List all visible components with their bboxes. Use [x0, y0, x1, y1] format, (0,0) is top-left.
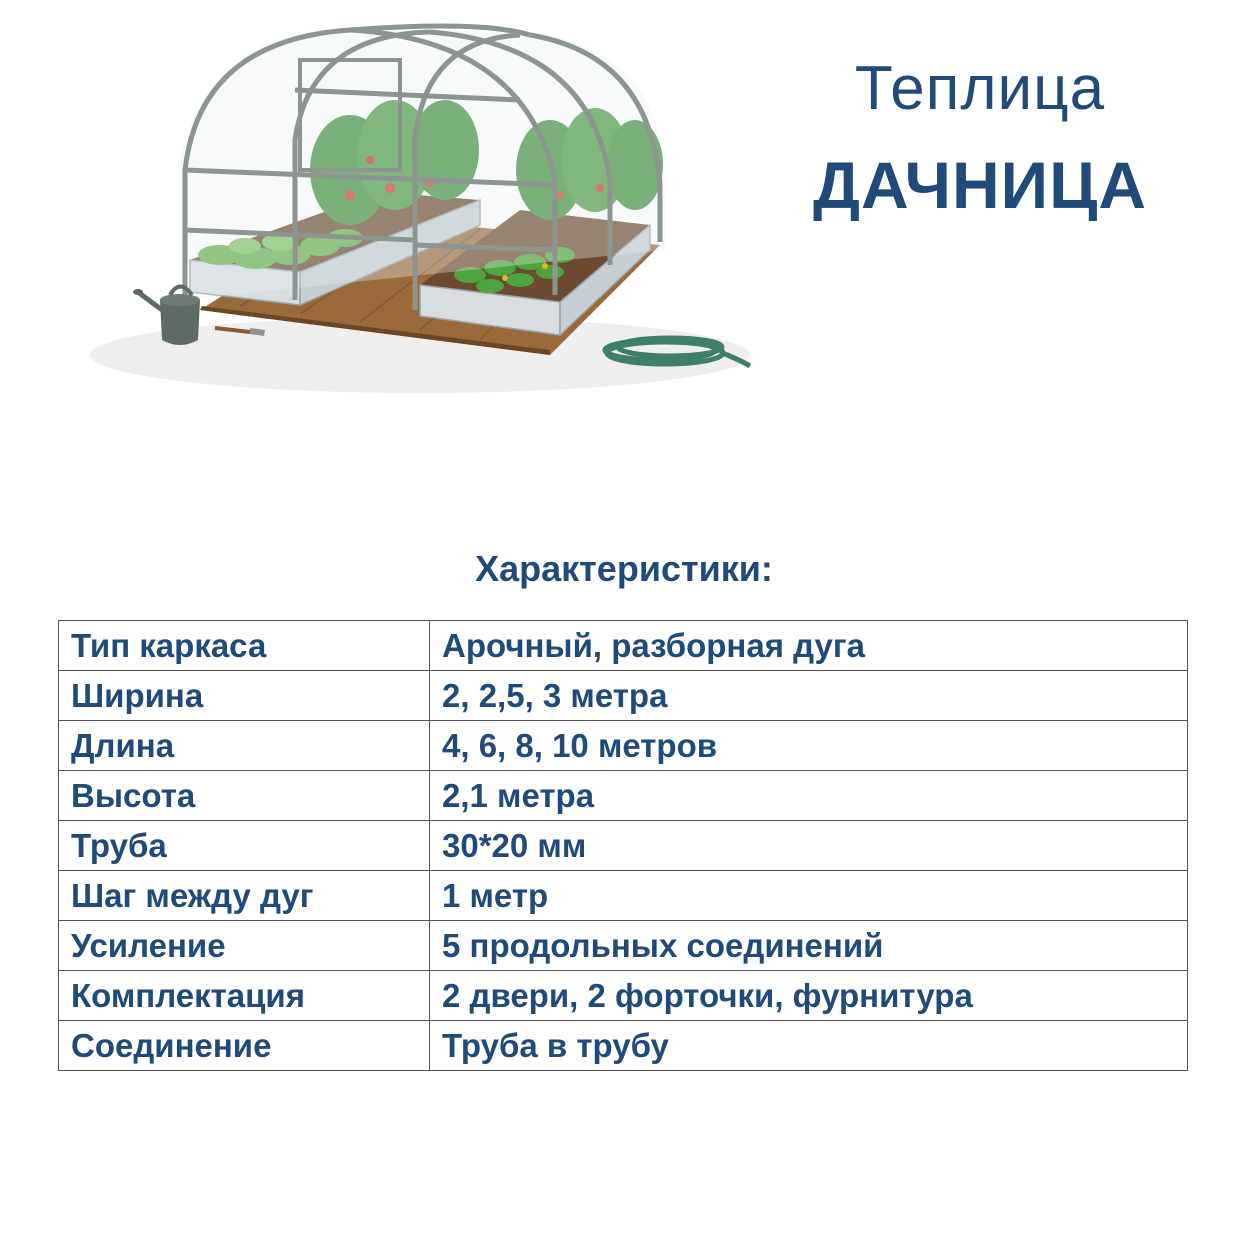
spec-label: Соединение: [59, 1021, 430, 1071]
table-row: [59, 971, 1188, 1021]
spec-value: Арочный, разборная дуга: [430, 621, 1188, 671]
greenhouse-illustration: [50, 10, 770, 410]
spec-label: Труба: [59, 821, 430, 871]
table-row: [59, 771, 1188, 821]
spec-value: 2,1 метра: [430, 771, 1188, 821]
table-row: [59, 621, 1188, 671]
table-row: [59, 871, 1188, 921]
product-type-title: Теплица: [854, 54, 1106, 123]
specs-heading: Характеристики:: [475, 548, 773, 589]
spec-label: Тип каркаса: [59, 621, 430, 671]
spec-label: Шаг между дуг: [59, 871, 430, 921]
spec-label: Комплектация: [59, 971, 430, 1021]
title-block: [780, 50, 1180, 230]
spec-value: 1 метр: [430, 871, 1188, 921]
spec-value: Труба в трубу: [430, 1021, 1188, 1071]
table-row: [59, 921, 1188, 971]
spec-label: Длина: [59, 721, 430, 771]
spec-value: 4, 6, 8, 10 метров: [430, 721, 1188, 771]
table-row: [59, 721, 1188, 771]
table-row: [59, 671, 1188, 721]
spec-value: 5 продольных соединений: [430, 921, 1188, 971]
spec-label: Усиление: [59, 921, 430, 971]
table-row: [59, 1021, 1188, 1071]
greenhouse-icon: [50, 10, 770, 410]
spec-label: Ширина: [59, 671, 430, 721]
spec-value: 2, 2,5, 3 метра: [430, 671, 1188, 721]
spec-value: 30*20 мм: [430, 821, 1188, 871]
spec-value: 2 двери, 2 форточки, фурнитура: [430, 971, 1188, 1021]
spec-label: Высота: [59, 771, 430, 821]
table-row: [59, 821, 1188, 871]
product-name-title: ДАЧНИЦА: [812, 148, 1147, 222]
specs-table: [58, 620, 1188, 1071]
